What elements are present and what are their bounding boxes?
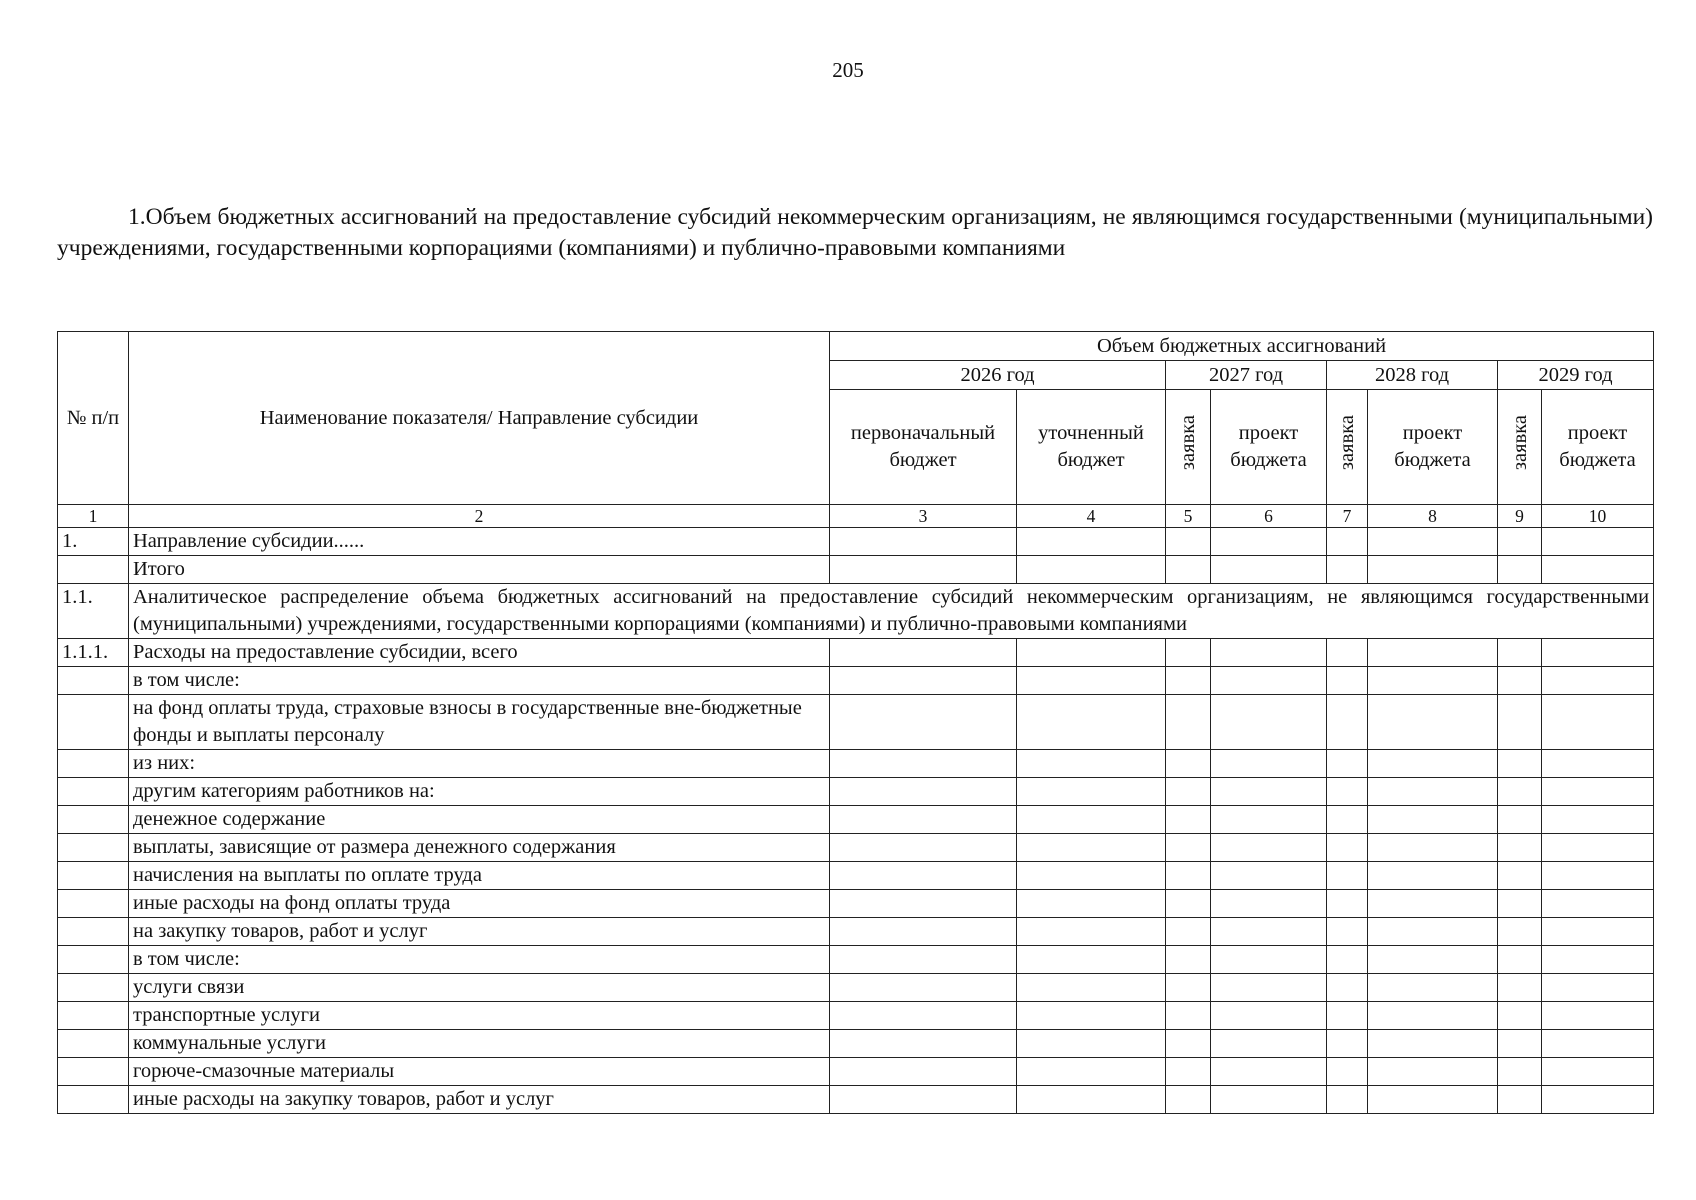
column-number-cell: 5 (1166, 505, 1211, 528)
row-number (58, 918, 129, 946)
row-label: в том числе: (129, 667, 830, 695)
value-cell (1211, 556, 1327, 584)
header-request-2027-label: заявка (1177, 415, 1199, 471)
value-cell (1017, 778, 1166, 806)
header-request-2028-label: заявка (1336, 415, 1358, 471)
value-cell (1498, 806, 1542, 834)
header-refined-budget: уточненный бюджет (1017, 390, 1166, 505)
value-cell (830, 946, 1017, 974)
header-project-2027: проект бюджета (1211, 390, 1327, 505)
table-row (58, 862, 1654, 890)
row-label: в том числе: (129, 946, 830, 974)
value-cell (1327, 918, 1368, 946)
value-cell (1368, 862, 1498, 890)
value-cell (1498, 918, 1542, 946)
value-cell (1368, 834, 1498, 862)
row-number: 1.1. (58, 584, 129, 639)
value-cell (1166, 834, 1211, 862)
value-cell (1368, 1058, 1498, 1086)
table-row (58, 918, 1654, 946)
value-cell (1498, 946, 1542, 974)
value-cell (1498, 1086, 1542, 1114)
value-cell (1498, 862, 1542, 890)
value-cell (830, 778, 1017, 806)
value-cell (1498, 667, 1542, 695)
value-cell (1498, 639, 1542, 667)
value-cell (1368, 806, 1498, 834)
value-cell (1166, 1002, 1211, 1030)
row-label: горюче-смазочные материалы (129, 1058, 830, 1086)
value-cell (1327, 1086, 1368, 1114)
column-number-cell: 8 (1368, 505, 1498, 528)
row-label: иные расходы на фонд оплаты труда (129, 890, 830, 918)
row-number (58, 806, 129, 834)
value-cell (1498, 1030, 1542, 1058)
header-year-2028: 2028 год (1327, 361, 1498, 390)
table-row (58, 584, 1654, 639)
value-cell (1017, 1030, 1166, 1058)
row-number: 1. (58, 528, 129, 556)
row-label: из них: (129, 750, 830, 778)
value-cell (1368, 974, 1498, 1002)
value-cell (1166, 1058, 1211, 1086)
value-cell (830, 695, 1017, 750)
value-cell (1017, 862, 1166, 890)
value-cell (830, 862, 1017, 890)
value-cell (1498, 974, 1542, 1002)
value-cell (1542, 750, 1654, 778)
value-cell (830, 806, 1017, 834)
value-cell (830, 556, 1017, 584)
value-cell (1017, 890, 1166, 918)
value-cell (830, 1030, 1017, 1058)
value-cell (1327, 1030, 1368, 1058)
header-year-2026: 2026 год (830, 361, 1166, 390)
row-number (58, 778, 129, 806)
section-heading: 1.Объем бюджетных ассигнований на предоставление субсидий некоммерческим организациям, не являющимся государственными (муниципальными) учреждениями, государственными корпорациями (компаниями) и публично-правовыми компаниями (57, 204, 1653, 261)
value-cell (1166, 556, 1211, 584)
value-cell (1542, 1086, 1654, 1114)
value-cell (830, 528, 1017, 556)
value-cell (1498, 890, 1542, 918)
budget-table (57, 331, 1654, 1114)
value-cell (1211, 667, 1327, 695)
value-cell (1368, 1002, 1498, 1030)
value-cell (1498, 1058, 1542, 1086)
row-label: на закупку товаров, работ и услуг (129, 918, 830, 946)
row-label: Итого (129, 556, 830, 584)
value-cell (1368, 667, 1498, 695)
value-cell (1211, 528, 1327, 556)
row-label: выплаты, зависящие от размера денежного содержания (129, 834, 830, 862)
header-year-2029: 2029 год (1498, 361, 1654, 390)
column-number-cell: 9 (1498, 505, 1542, 528)
value-cell (1327, 750, 1368, 778)
row-label: Аналитическое распределение объема бюджетных ассигнований на предоставление субсидий некоммерческим организациям, не являющимся государственными (муниципальными) учреждениями, государственными корпорациями (компаниями) и публично-правовыми компаниями (129, 584, 1654, 639)
column-number-cell: 2 (129, 505, 830, 528)
value-cell (1211, 639, 1327, 667)
value-cell (1166, 750, 1211, 778)
value-cell (1327, 806, 1368, 834)
value-cell (1368, 890, 1498, 918)
value-cell (1166, 946, 1211, 974)
table-row (58, 528, 1654, 556)
value-cell (1542, 890, 1654, 918)
table-row (58, 1058, 1654, 1086)
column-number-cell: 7 (1327, 505, 1368, 528)
value-cell (1542, 974, 1654, 1002)
value-cell (830, 890, 1017, 918)
value-cell (1211, 834, 1327, 862)
row-label: Расходы на предоставление субсидии, всего (129, 639, 830, 667)
row-label: коммунальные услуги (129, 1030, 830, 1058)
table-row (58, 1030, 1654, 1058)
header-request-2027 (1166, 390, 1211, 505)
value-cell (1498, 695, 1542, 750)
value-cell (1327, 1002, 1368, 1030)
value-cell (1498, 528, 1542, 556)
header-year-2027: 2027 год (1166, 361, 1327, 390)
table-row (58, 946, 1654, 974)
value-cell (1017, 750, 1166, 778)
row-label: другим категориям работников на: (129, 778, 830, 806)
value-cell (1327, 667, 1368, 695)
value-cell (1017, 834, 1166, 862)
value-cell (1211, 750, 1327, 778)
value-cell (1017, 639, 1166, 667)
value-cell (1017, 946, 1166, 974)
value-cell (1368, 918, 1498, 946)
value-cell (1211, 1030, 1327, 1058)
page-number: 205 (832, 58, 864, 82)
value-cell (1327, 556, 1368, 584)
value-cell (1542, 1002, 1654, 1030)
value-cell (830, 750, 1017, 778)
row-number (58, 556, 129, 584)
value-cell (1327, 639, 1368, 667)
value-cell (830, 639, 1017, 667)
row-number (58, 750, 129, 778)
value-cell (1211, 890, 1327, 918)
value-cell (1368, 528, 1498, 556)
value-cell (1368, 778, 1498, 806)
column-number-cell: 10 (1542, 505, 1654, 528)
column-number-row (58, 505, 1654, 528)
table-row (58, 695, 1654, 750)
value-cell (1498, 556, 1542, 584)
value-cell (1542, 556, 1654, 584)
value-cell (1211, 1002, 1327, 1030)
row-number (58, 1002, 129, 1030)
value-cell (1166, 778, 1211, 806)
value-cell (1542, 639, 1654, 667)
table-row (58, 834, 1654, 862)
header-request-2029-label: заявка (1508, 415, 1531, 471)
table-row (58, 667, 1654, 695)
value-cell (1368, 946, 1498, 974)
value-cell (1211, 695, 1327, 750)
value-cell (1166, 806, 1211, 834)
table-row (58, 806, 1654, 834)
row-number: 1.1.1. (58, 639, 129, 667)
value-cell (830, 667, 1017, 695)
value-cell (1017, 918, 1166, 946)
value-cell (1327, 528, 1368, 556)
value-cell (1327, 890, 1368, 918)
row-label: иные расходы на закупку товаров, работ и услуг (129, 1086, 830, 1114)
row-label: услуги связи (129, 974, 830, 1002)
value-cell (830, 974, 1017, 1002)
row-number (58, 890, 129, 918)
table-row (58, 556, 1654, 584)
row-number (58, 695, 129, 750)
value-cell (1166, 667, 1211, 695)
row-number (58, 862, 129, 890)
value-cell (1166, 918, 1211, 946)
value-cell (1017, 695, 1166, 750)
table-body (58, 528, 1654, 1114)
header-request-2029 (1498, 390, 1542, 505)
value-cell (1368, 1030, 1498, 1058)
value-cell (830, 1058, 1017, 1086)
column-number-cell: 1 (58, 505, 129, 528)
value-cell (1498, 778, 1542, 806)
value-cell (1166, 1030, 1211, 1058)
header-name: Наименование показателя/ Направление субсидии (129, 332, 830, 505)
table-row (58, 890, 1654, 918)
row-number (58, 1086, 129, 1114)
header-initial-budget: первоначальный бюджет (830, 390, 1017, 505)
value-cell (1542, 528, 1654, 556)
value-cell (1211, 1058, 1327, 1086)
row-label: на фонд оплаты труда, страховые взносы в государственные вне-бюджетные фонды и выплаты персоналу (129, 695, 830, 750)
value-cell (1542, 778, 1654, 806)
value-cell (1327, 695, 1368, 750)
value-cell (1211, 1086, 1327, 1114)
table-row (58, 1086, 1654, 1114)
value-cell (1368, 695, 1498, 750)
value-cell (1017, 1086, 1166, 1114)
column-number-cell: 3 (830, 505, 1017, 528)
value-cell (1166, 890, 1211, 918)
value-cell (1327, 1058, 1368, 1086)
value-cell (830, 834, 1017, 862)
value-cell (1542, 1030, 1654, 1058)
header-request-2028 (1327, 390, 1368, 505)
value-cell (1017, 806, 1166, 834)
value-cell (1166, 1086, 1211, 1114)
value-cell (1542, 1058, 1654, 1086)
value-cell (1542, 946, 1654, 974)
value-cell (830, 1002, 1017, 1030)
header-volume: Объем бюджетных ассигнований (830, 332, 1654, 361)
value-cell (1211, 946, 1327, 974)
value-cell (1166, 862, 1211, 890)
value-cell (1017, 556, 1166, 584)
value-cell (1368, 556, 1498, 584)
value-cell (1368, 1086, 1498, 1114)
value-cell (1542, 667, 1654, 695)
row-number (58, 974, 129, 1002)
column-number-cell: 6 (1211, 505, 1327, 528)
value-cell (1017, 667, 1166, 695)
value-cell (1017, 974, 1166, 1002)
value-cell (1166, 639, 1211, 667)
header-project-2028: проект бюджета (1368, 390, 1498, 505)
value-cell (1166, 974, 1211, 1002)
value-cell (1368, 750, 1498, 778)
column-number-cell: 4 (1017, 505, 1166, 528)
value-cell (1498, 834, 1542, 862)
value-cell (1211, 974, 1327, 1002)
value-cell (830, 1086, 1017, 1114)
value-cell (830, 918, 1017, 946)
value-cell (1327, 862, 1368, 890)
row-label: начисления на выплаты по оплате труда (129, 862, 830, 890)
value-cell (1327, 834, 1368, 862)
value-cell (1211, 918, 1327, 946)
value-cell (1542, 806, 1654, 834)
value-cell (1368, 639, 1498, 667)
value-cell (1017, 1002, 1166, 1030)
table-row (58, 1002, 1654, 1030)
header-num: № п/п (58, 332, 129, 505)
row-label: Направление субсидии...... (129, 528, 830, 556)
value-cell (1017, 528, 1166, 556)
value-cell (1211, 806, 1327, 834)
value-cell (1327, 946, 1368, 974)
row-label: денежное содержание (129, 806, 830, 834)
row-label: транспортные услуги (129, 1002, 830, 1030)
value-cell (1498, 1002, 1542, 1030)
value-cell (1542, 834, 1654, 862)
row-number (58, 834, 129, 862)
row-number (58, 1030, 129, 1058)
value-cell (1542, 918, 1654, 946)
row-number (58, 946, 129, 974)
value-cell (1166, 528, 1211, 556)
value-cell (1017, 1058, 1166, 1086)
header-project-2029: проект бюджета (1542, 390, 1654, 505)
value-cell (1542, 862, 1654, 890)
row-number (58, 667, 129, 695)
table-row (58, 778, 1654, 806)
row-number (58, 1058, 129, 1086)
value-cell (1211, 778, 1327, 806)
value-cell (1327, 974, 1368, 1002)
value-cell (1211, 862, 1327, 890)
table-row (58, 639, 1654, 667)
value-cell (1327, 778, 1368, 806)
value-cell (1498, 750, 1542, 778)
value-cell (1166, 695, 1211, 750)
value-cell (1542, 695, 1654, 750)
table-row (58, 974, 1654, 1002)
table-row (58, 750, 1654, 778)
